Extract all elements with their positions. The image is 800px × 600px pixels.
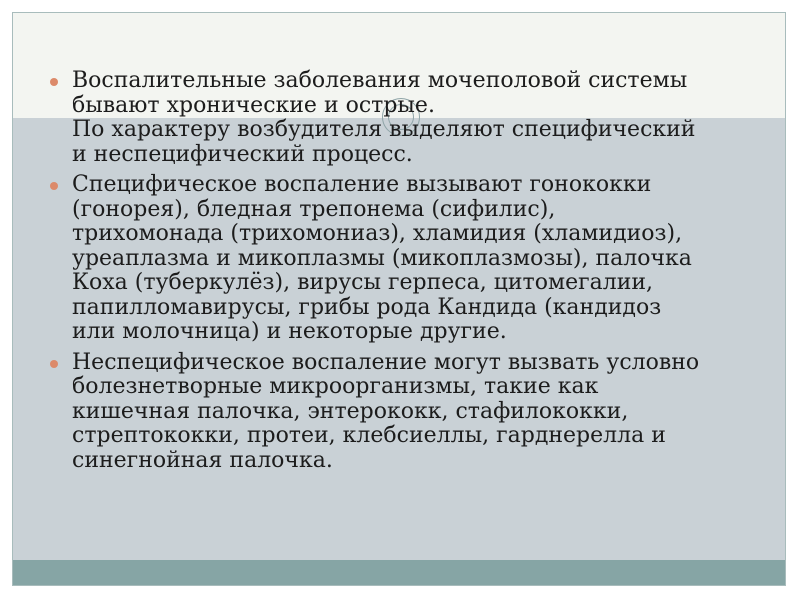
- bullet-line: уреаплазма и микоплазмы (микоплазмозы), палочка: [72, 245, 692, 271]
- bullet-line: Коха (туберкулёз), вирусы герпеса, цитомегалии,: [72, 270, 654, 295]
- bullet-line: трихомонада (трихомониаз), хламидия (хламидиоз),: [72, 221, 683, 246]
- bullet-line: кишечная палочка, энтерококк, стафилококки,: [72, 398, 629, 424]
- bullet-line: или молочница) и некоторые другие.: [72, 319, 507, 344]
- bullet-dot-icon: [50, 360, 58, 368]
- bullet-line: (гонорея), бледная трепонема (сифилис),: [72, 196, 556, 222]
- bullet-item-specific-inflammation: [48, 173, 754, 345]
- bullet-line: стрептококки, протеи, клебсиеллы, гарднерелла и: [72, 423, 666, 448]
- bullet-line: болезнетворные микроорганизмы, такие как: [72, 374, 599, 399]
- bullet-line: Неспецифическое воспаление могут вызвать условно: [72, 349, 700, 375]
- bullet-list: [48, 69, 754, 479]
- bullet-item-inflammatory-diseases: [48, 69, 754, 167]
- bullet-item-nonspecific-inflammation: [48, 351, 754, 474]
- bullet-line: Воспалительные заболевания мочеполовой системы: [72, 68, 688, 93]
- bullet-line: Специфическое воспаление вызывают гонококки: [72, 172, 652, 197]
- bullet-line: и неспецифический процесс.: [72, 141, 413, 167]
- bullet-line: По характеру возбудителя выделяют специфический: [72, 117, 696, 142]
- bullet-dot-icon: [50, 182, 58, 190]
- bullet-dot-icon: [50, 78, 58, 86]
- footer-band: [13, 560, 785, 585]
- bullet-line: бывают хронические и острые.: [72, 92, 435, 118]
- bullet-line: папилломавирусы, грибы рода Кандида (кандидоз: [72, 294, 662, 320]
- bullet-line: синегнойная палочка.: [72, 447, 333, 473]
